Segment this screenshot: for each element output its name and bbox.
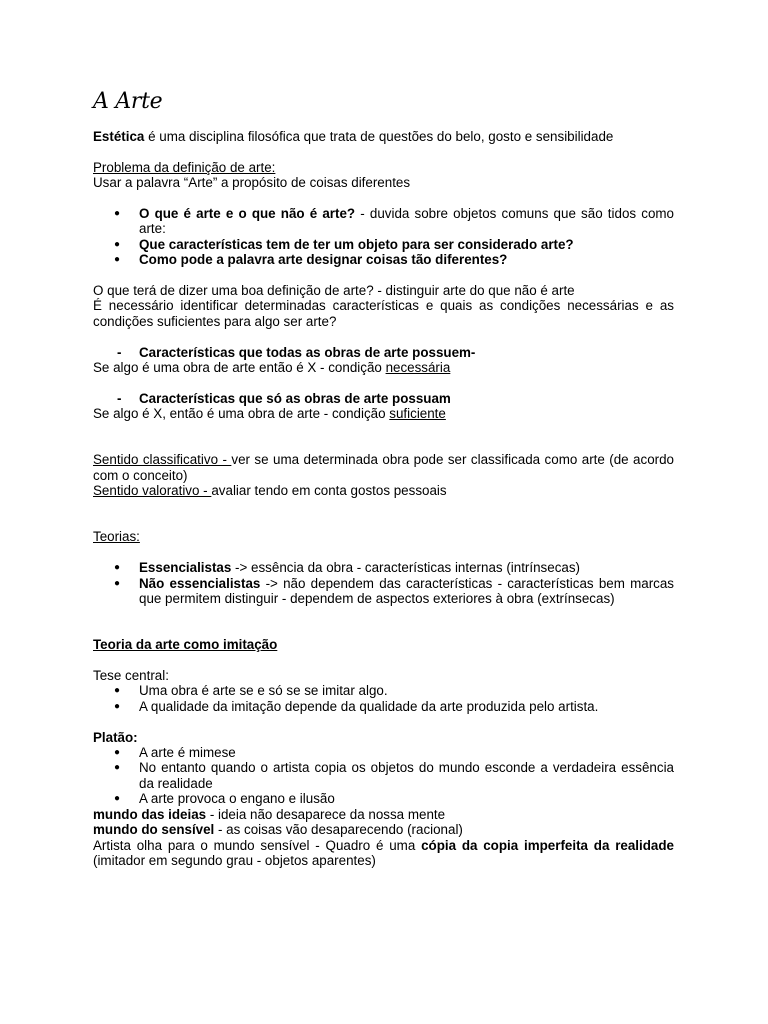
list-item: ● Que características tem de ter um objeto para ser considerado arte? bbox=[93, 237, 674, 252]
teorias-heading: Teorias: bbox=[93, 529, 140, 545]
problema-heading: Problema da definição de arte: bbox=[93, 159, 276, 175]
estetica-paragraph: Estética é uma disciplina filosófica que trata de questões do belo, gosto e sensibilidade bbox=[93, 129, 614, 144]
definicao-line1: O que terá de dizer uma boa definição de arte? - distinguir arte do que não é arte bbox=[93, 283, 575, 299]
mundo-ideias: mundo das ideias - ideia não desaparece da nossa mente bbox=[93, 806, 446, 822]
platao-heading: Platão: bbox=[93, 729, 138, 745]
sentido-classificativo: Sentido classificativo - ver se uma determinada obra pode ser classificada como arte (de acordo com o conceito) bbox=[93, 452, 674, 483]
list-item: ● O que é arte e o que não é arte? - duvida sobre objetos comuns que são tidos como arte: bbox=[93, 206, 674, 237]
teorias-list bbox=[93, 560, 674, 606]
list-item: ● Essencialistas -> essência da obra - características internas (intrínsecas) bbox=[93, 560, 674, 575]
document-page bbox=[93, 88, 674, 868]
imitacao-heading: Teoria da arte como imitação bbox=[93, 637, 278, 653]
list-item: ● Uma obra é arte se e só se se imitar algo. bbox=[93, 683, 674, 698]
list-item: - Características que só as obras de arte possuam bbox=[93, 391, 674, 406]
tese-central: Tese central: bbox=[93, 668, 169, 684]
suficiente-line: Se algo é X, então é uma obra de arte - condição suficiente bbox=[93, 406, 446, 422]
necessaria-line: Se algo é uma obra de arte então é X - condição necessária bbox=[93, 360, 451, 376]
tese-list bbox=[93, 683, 674, 714]
page-title: A Arte bbox=[93, 89, 163, 114]
questions-list bbox=[93, 206, 674, 268]
list-item: - Características que todas as obras de arte possuem- bbox=[93, 345, 674, 360]
platao-list bbox=[93, 745, 674, 807]
list-item: ● Como pode a palavra arte designar coisas tão diferentes? bbox=[93, 252, 674, 267]
list-item: ● A arte provoca o engano e ilusão bbox=[93, 791, 674, 806]
estetica-term: Estética bbox=[93, 129, 145, 144]
suficiente-dash-list bbox=[93, 391, 674, 406]
list-item: ● A qualidade da imitação depende da qualidade da arte produzida pelo artista. bbox=[93, 699, 674, 714]
list-item: ● Não essencialistas -> não dependem das características - características bem marcas que permitem distinguir - dependem de aspectos exteriores à obra (extrínsecas) bbox=[93, 576, 674, 607]
definicao-line2: É necessário identificar determinadas características e quais as condições necessárias e as condições suficientes para algo ser arte? bbox=[93, 298, 674, 329]
problema-line: Usar a palavra “Arte” a propósito de coisas diferentes bbox=[93, 175, 411, 191]
artista-paragraph: Artista olha para o mundo sensível - Quadro é uma cópia da copia imperfeita da realidade (imitador em segundo grau - objetos aparentes) bbox=[93, 837, 674, 868]
sentido-valorativo: Sentido valorativo - avaliar tendo em conta gostos pessoais bbox=[93, 483, 447, 499]
list-item: ● A arte é mimese bbox=[93, 745, 674, 760]
necessaria-dash-list bbox=[93, 345, 674, 360]
mundo-sensivel: mundo do sensível - as coisas vão desaparecendo (racional) bbox=[93, 822, 463, 838]
list-item: ● No entanto quando o artista copia os objetos do mundo esconde a verdadeira essência da realidade bbox=[93, 760, 674, 791]
